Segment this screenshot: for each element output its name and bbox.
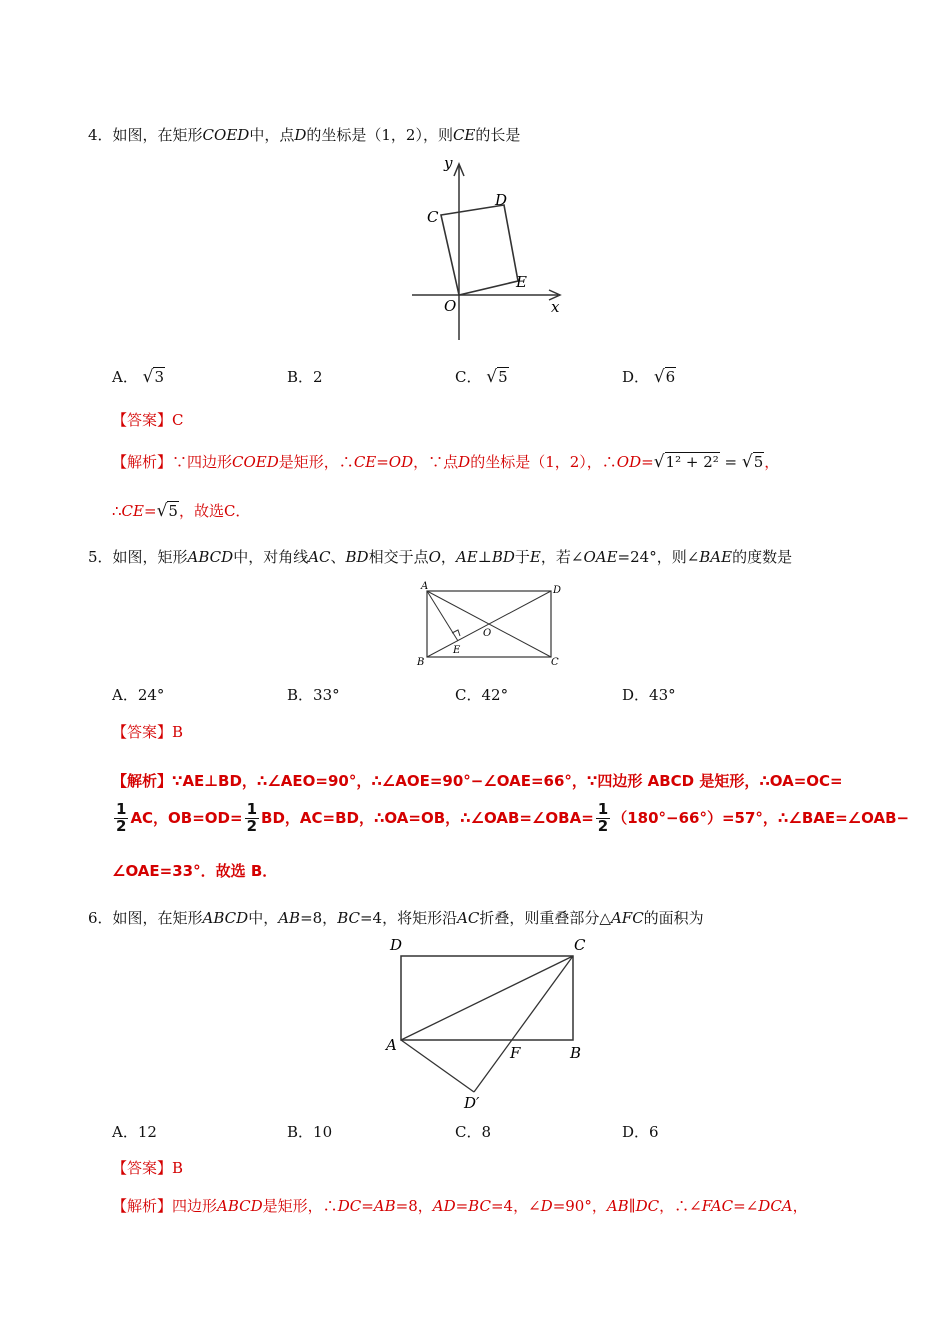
q4-label-D: D [495,191,508,209]
q5-label-O: O [483,628,492,639]
q4-analysis-line2: ∴CE=√5，故选C． [112,501,251,521]
q4-option-d: D． √6 [622,367,676,387]
q6-option-a: A．12 [112,1123,157,1141]
q6-option-c: C．8 [455,1123,492,1141]
q4-option-a: A． √3 [112,367,165,387]
q6-option-b: B．10 [287,1123,333,1141]
q6-option-d: D．6 [622,1123,659,1141]
q5-option-d: D．43° [622,686,676,704]
q4-label-O: O [444,297,457,315]
q5-answer: 【答案】B [112,723,184,741]
q4-option-c: C． √5 [455,367,508,387]
q6-answer: 【答案】B [112,1159,184,1177]
q4-option-b: B．2 [287,368,323,386]
q5-fraction-half: $\frac{1}{2}$ [116,800,127,835]
q5-label-C: C [551,657,559,668]
q5-option-b: B．33° [287,686,340,704]
q6-label-F: F [510,1044,521,1062]
q4-analysis-line1: 【解析】∵四边形COED是矩形，∴CE=OD，∵点D的坐标是（1，2），∴OD=√1² + 2² = √5， [112,452,780,472]
q5-option-a: A．24° [112,686,165,704]
q5-label-D: D [553,585,562,596]
q6-label-B: B [570,1044,582,1062]
q5-fraction-half: $\frac{1}{2}$ [246,800,258,835]
q6-label-Dprime: D′ [464,1094,480,1110]
q4-label-y: y [444,154,453,172]
q6-label-D: D [390,936,403,954]
q5-analysis-line2: $\frac{1}{2}$ AC，OB=OD= $\frac{1}{2}$ BD，AC=BD，∴OA=OB，∴∠OAB=∠OBA= $\frac{1}{2}$ （180°−66°）=57°，∴∠BAE=∠OAB− [116,800,910,835]
q5-figure [412,578,572,670]
q4-figure [408,152,568,342]
q5-label-A: A [421,581,429,592]
q6-figure [380,932,600,1110]
q4-answer: 【答案】C [112,411,184,429]
q5-fraction-half: $\frac{1}{2}$ [597,800,609,835]
q4-stem: 4．如图，在矩形COED中，点D的坐标是（1，2），则CE的长是 [88,126,521,144]
q6-label-A: A [386,1036,397,1054]
q4-label-E: E [516,273,527,291]
q6-stem: 6．如图，在矩形ABCD中，AB=8，BC=4，将矩形沿AC折叠，则重叠部分△AFC的面积为 [88,909,704,927]
q5-label-E: E [453,645,461,656]
q5-analysis-line3: ∠OAE=33°．故选 B． [112,862,278,880]
q6-label-C: C [574,936,586,954]
q5-label-B: B [417,657,425,668]
q4-label-x: x [551,298,560,316]
q5-option-c: C．42° [455,686,509,704]
q4-label-C: C [427,208,439,226]
q5-stem: 5．如图，矩形ABCD中，对角线AC、BD相交于点O，AE⊥BD于E，若∠OAE=24°，则∠BAE的度数是 [88,548,793,566]
q5-analysis-line1: 【解析】∵AE⊥BD，∴∠AEO=90°，∴∠AOE=90°−∠OAE=66°，∵四边形 ABCD 是矩形，∴OA=OC= [112,772,843,790]
q6-analysis-line1: 【解析】四边形ABCD是矩形，∴DC=AB=8，AD=BC=4，∠D=90°，AB∥DC，∴∠FAC=∠DCA， [112,1197,808,1215]
